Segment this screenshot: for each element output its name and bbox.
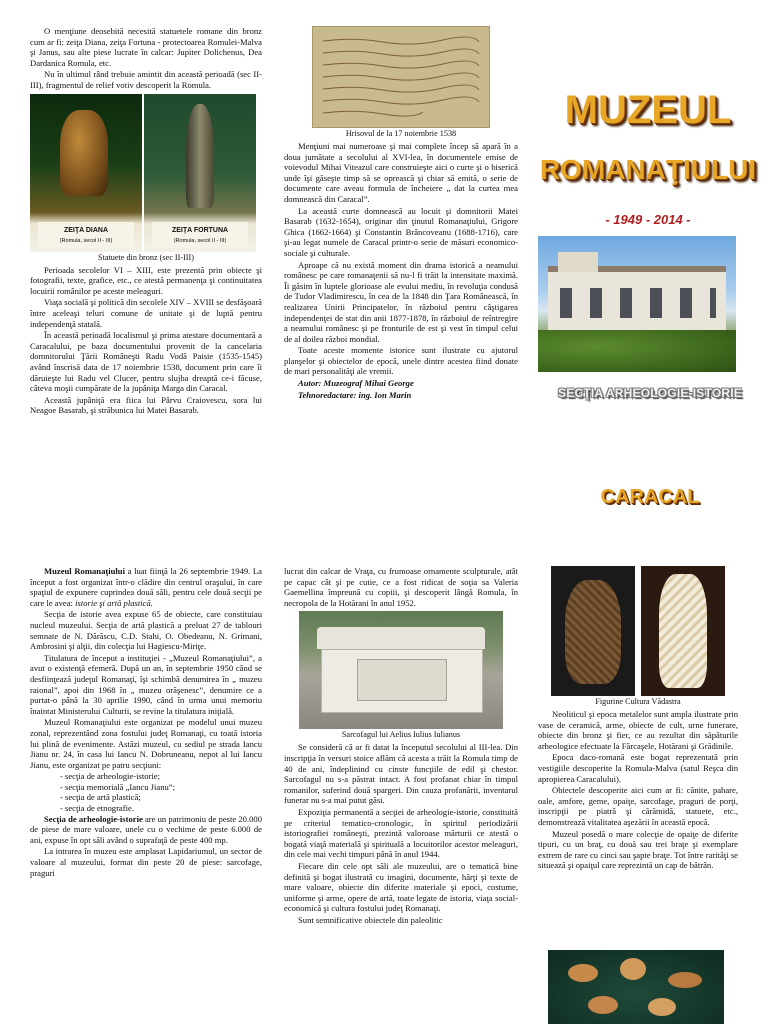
lamp-shape: [588, 996, 618, 1014]
author-line: Autor: Muzeograf Mihai George: [298, 378, 414, 389]
statuettes-figure: [30, 94, 262, 252]
charter-script-lines: [313, 27, 489, 127]
sarcophagus-caption: Sarcofagul lui Aelius Iulius Iulianus: [341, 730, 461, 740]
sarcophagus-photo: [299, 611, 503, 729]
lamp-shape: [668, 972, 702, 988]
p1-col2-para-2: La această curte domnească au locuit şi domnitorii Matei Basarab (1632-1654), originar din ţinutul Romanaţiului, Grigore Ghica (1662-1664) şi Constantin Brâncoveanu (1688-1716), care şi-au legat numele de Caracal printr-o serie de măsuri economico-sociale şi culturale.: [284, 205, 518, 258]
p1-column-1: [30, 26, 262, 417]
cover-years: - 1949 - 2014 -: [605, 212, 691, 227]
lamp-shape: [620, 958, 646, 980]
p1-col1-para-3: Perioada secolelor VI – XIII, este prezentă prin obiecte şi fotografii, texte, grafice, etc., ce atestă permanenţa şi continuitatea locuirii românilor pe aceste meleaguri.: [30, 264, 262, 296]
p1-col1-para-1: O menţiune deosebită necesită statuetele romane din bronz cum ar fi: zeiţa Diana, zeiţa Fortuna - protectoarea Romulei-Malva şi Janus, sau alte piese lucrate în calcar: Jupiter Dolichenus, Dea Dardanica Romula, etc.: [30, 26, 262, 68]
p1-col2-para-1: Menţiuni mai numeroase şi mai complete încep să apară în a doua jumătate a secolului al XVI-lea, în documentele emise de voievodul Mihai Viteazul care construieşte aici o curte şi o biserică unde îşi găseşte timp să se oprească şi chiar să emită, o serie de documente care aveau formula de încheiere „ dat la curtea mea domnească din Caracal”.: [284, 141, 518, 204]
p1-column-2: [284, 26, 518, 401]
p2-col1-para-5: [30, 814, 262, 846]
list-item: - secţia de arheologie-istorie;: [60, 771, 160, 782]
p2-col3-para-3: Obiectele descoperite aici cum ar fi: cănite, pahare, oale, amfore, geme, opaiţe, sarcofage, praguri de porţi, inscripţii pe piatră şi cărămidă, statuete, etc., demonstrează vitalitatea aşezării în această epocă.: [538, 785, 738, 827]
p2-col2-para-1: Se consideră că ar fi datat la începutul secolului al III-lea. Din inscripţia în versuri stoice aflăm că acesta a trăit la Romula timp de 40 de ani, îndeplinind cu cinste funcţiile de edil şi chestor. Sarcofagul nu s-a păstrat intact. A fost profanat chiar în timpul romanilor, suferind două spargeri. Din cauza profanării, inventarul funerar nu s-a mai putut găsi.: [284, 742, 518, 806]
p2-col1-para-3: Titulatura de început a instituţiei - „Muzeul Romanaţiului”, a avut o existenţă efemeră. După un an, în septembrie 1950 când se desfiinţează judeţul Romanaţi, îşi schimbă denumirea în „ muzeu raional”, apoi din 1968 în „ muzeu orăşenesc”, denumire ce a purtat-o până la 30 aprilie 1990, când în urma unui memoriu înaintat Ministerului Culturii, se revine la titulatura iniţială.: [30, 652, 262, 716]
cover-title-romanatiului: ROMANAŢIULUI: [539, 154, 757, 185]
fortuna-plaque: [152, 222, 248, 248]
diana-bust-shape: [60, 110, 108, 196]
p2-col1-para-5-text: are un patrimoniu de peste 20.000 de piese de mare valoare, unele cu o vechime de peste 6.000 de ani, expuse în opt săli având o suprafaţă de peste 400 mp.: [30, 813, 262, 845]
figurines-figure: [538, 566, 738, 696]
p1-col1-para-2: Nu în ultimul rând trebuie amintit din această perioadă (sec II-III), fragmentul de relief votiv descoperit la Romula.: [30, 69, 262, 90]
p2-col1-para-4: Muzeul Romanaţiului este organizat pe modelul unui muzeu zonal, reprezentând zona fostului judeţ Romanaţi, cu toată istoria lui plină de evenimente. Astăzi muzeul, cu sediul pe strada Iancu Jianu nr. 24, în casa lui Iancu N. Dobruneanu, nepot al lui Iancu Jianu, este organizat pe patru secţiuni:: [30, 717, 262, 770]
section-name-bold: Secţia de arheologie-istorie: [44, 813, 143, 824]
charter-caption: Hrisovul de la 17 noiembrie 1538: [345, 129, 457, 138]
fortuna-figure-shape: [186, 104, 214, 208]
p2-column-2: [284, 566, 518, 926]
figurine-dark-photo: [551, 566, 635, 696]
lamp-shape: [568, 964, 598, 982]
list-item: - secţia de etnografie.: [60, 803, 134, 814]
building-shrubs: [538, 330, 736, 372]
p2-col3-para-1: Neoliticul şi epoca metalelor sunt ampla ilustrate prin vase de ceramică, arme, obiecte de cult, urne funerare, obiecte din bronz şi fier, ce au rezultat din săpăturile arheologice efectuate la Fărcaşele, Hotărani şi Grădinile.: [538, 709, 738, 751]
sarcophagus-lid: [317, 627, 485, 649]
list-item: - secţia memorială „Iancu Jianu”;: [60, 781, 176, 792]
p1-col1-para-6: Această jupâniţă era fiica lui Pârvu Craiovescu, sora lui Neagoe Basarab, şi străbunica lui Matei Basarab.: [30, 394, 262, 416]
editor-line: Tehnoredactare: ing. Ion Marin: [298, 389, 412, 400]
diana-plaque-sub: (Romula, secol II - III): [59, 238, 113, 245]
p2-col2-para-0: lucrat din calcar de Vraţa, cu frumoase ornamente sculpturale, atât pe capac cât şi pe cutie, ce a fost ridicat de soţia sa Valeria Gaemellina împreună cu copiii, şi descoperit lângă Romula, în necropola de la Hotărani în anul 1952.: [284, 566, 518, 608]
museum-building-photo: [538, 236, 736, 372]
figurine-light-shape: [659, 574, 707, 688]
cover-section-title: SECŢIA ARHEOLOGIE-ISTORIE: [558, 386, 742, 400]
oil-lamps-photo: [548, 950, 724, 1024]
diana-plaque: [38, 222, 134, 248]
p2-col3-para-2: Epoca daco-romană este bogat reprezentată prin vestigiile descoperite la Romula-Malva (satul Reşca din apropierea Caracalului).: [538, 752, 738, 784]
p1-col2-para-4: Toate aceste momente istorice sunt ilustrate cu ajutorul planşelor şi obiectelor de epocă, unele dintre acestea fiind donate de mari personalităţi ale vremii.: [284, 345, 518, 377]
statuette-diana-image: [30, 94, 142, 252]
fortuna-plaque-sub: (Romula, secol II - III): [173, 238, 227, 245]
p2-col1-para-6: La intrarea în muzeu este amplasat Lapidariumul, un sector de valoare al muzeului, format din peste 20 de piese: sarcofage, praguri: [30, 846, 262, 878]
building-windows: [560, 288, 716, 318]
building-pediment: [558, 252, 598, 272]
p1-col1-para-5: În această perioadă localismul şi prima atestare documentară a Caracalului, pe baza documentului provenit de la cancelaria domnitorului Ţării Româneşti Radu Vodă Paisie (1535-1545) având înscrisă data de 17 noiembrie 1538, document prin care îi dăruieşte lui Radu vel Clucer, pentru slujba dreaptă ce-i făcuse, câteva moşii cumpărate de la jupâniţa Marga din Caracal.: [30, 330, 262, 394]
cover-city: CARACAL: [600, 486, 700, 508]
cover-title-muzeul: MUZEUL: [564, 88, 732, 132]
diana-plaque-label: ZEIŢA DIANA: [63, 226, 109, 234]
p2-col3-para-4: Muzeul posedă o mare colecţie de opaiţe de diferite tipuri, cu un braţ, cu două sau trei braţe şi exemplare extrem de rare cu cinci sau şapte braţe. Tot între rarităţi se situează şi opaiţul care reprezintă un cap de bătrân.: [538, 828, 738, 871]
p1-col1-para-4: Viaţa socială şi politică din secolele XIV – XVIII se desfăşoară între aceleaşi teluri comune de unitate şi de luptă pentru independenţă statală.: [30, 297, 262, 329]
statuette-fortuna-image: [144, 94, 256, 252]
statuettes-caption: Statuete din bronz (sec II-III): [98, 252, 194, 262]
p2-column-3: [538, 566, 738, 872]
p2-col1-para-2: Secţia de istorie avea expuse 65 de obiecte, care constituiau nucleul muzeului. Secţia de artă plastică a preluat 27 de tablouri semnate de N. Dărăscu, C.D. Stahi, O. Obedeanu, N. Grimani, Ambrosini şi alţii, din colecţia lui Hagiescu-Miriţe.: [30, 609, 262, 652]
p2-col1-para-1-italic: istorie şi artă plastică.: [75, 597, 153, 608]
museum-name-bold: Muzeul Romanaţiului: [44, 566, 125, 576]
figurine-light-photo: [641, 566, 725, 696]
list-item: - secţia de artă plastică;: [60, 792, 141, 803]
figurines-caption: Figurine Cultura Vădastra: [595, 697, 681, 706]
lamp-shape: [648, 998, 676, 1016]
p1-col2-para-3: Aproape că nu există moment din drama istorică a neamului românesc pe care romanaţenii să nu-l fi trăit la intensitate maximă. Îi găsim în luptele glorioase ale evului mediu, în revoluţia condusă de Tudor Vladimirescu, în cea de la 1848 din Ţara Românească, în realizarea Unirii Principatelor, în războiul pentru câştigarea independenţei de stat din anii 1877-1878, în războiul de reîntregire a neamului românesc şi pe fronturile de est şi vest în timpul celui de al doilea război mondial.: [284, 259, 518, 344]
p2-col1-para-1-text: a luat fiinţă la 26 septembrie 1949. La început a fost organizat într-o clădire din centrul oraşului, în care spaţiul de expunere cuprindea două săli, pentru cele două secţii pe care le avea:: [30, 566, 262, 608]
charter-document-image: [312, 26, 490, 128]
p2-column-1: [30, 566, 262, 879]
p2-col2-para-3: Fiecare din cele opt săli ale muzeului, are o tematică bine definită şi bogat ilustrată cu imagini, documente, hărţi şi texte de mare valoare, obiecte din diferite materiale şi epoci, costume, uniforme şi arme, opere de artă, toate legate de istoria, viaţa social-economică şi cultura fostului judeţ Romanaţi.: [284, 860, 518, 914]
p2-col1-para-1: [30, 566, 262, 608]
sarcophagus-inscription-panel: [357, 659, 447, 701]
p2-col2-para-2: Expoziţia permanentă a secţiei de arheologie-istorie, constituită pe criteriul tematico-cronologic, în spiritul periodizării istoriografiei româneşti, prezintă valoroase mărturii ce atestă o bogată viaţă materială şi spirituală a locuitorilor acestor meleaguri, din cele mai vechi timpuri până în anul 1944.: [284, 806, 518, 860]
sections-list: [30, 771, 262, 813]
fortuna-plaque-label: ZEIŢA FORTUNA: [171, 226, 229, 234]
figurine-dark-shape: [565, 580, 621, 684]
p2-col2-para-4: Sunt semnificative obiectele din paleolitic: [298, 914, 443, 925]
